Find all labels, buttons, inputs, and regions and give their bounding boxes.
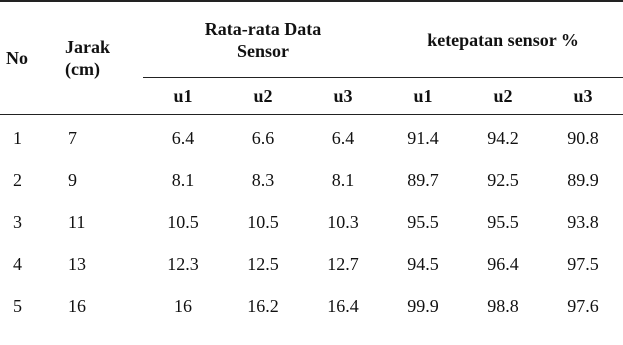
header-jarak-line2: (cm)	[65, 59, 100, 79]
cell-value: 6.4	[331, 127, 355, 148]
cell-no: 5	[13, 295, 22, 316]
cell-value: 16	[174, 295, 192, 316]
cell-jarak: 16	[68, 295, 86, 316]
subheader-u3-accuracy: u3	[543, 78, 623, 115]
table-row	[0, 159, 623, 201]
cell-value: 6.6	[251, 127, 275, 148]
cell-no: 1	[13, 127, 22, 148]
cell-value: 94.5	[407, 253, 439, 274]
cell-value: 12.3	[167, 253, 199, 274]
table-row	[0, 243, 623, 285]
table-row	[0, 115, 623, 160]
cell-jarak: 11	[68, 211, 86, 232]
table-row	[0, 285, 623, 327]
cell-value: 95.5	[407, 211, 439, 232]
subheader-u3: u3	[303, 78, 383, 115]
cell-value: 10.3	[327, 211, 359, 232]
cell-value: 8.1	[331, 169, 355, 190]
subheader-u2-accuracy: u2	[463, 78, 543, 115]
cell-no: 2	[13, 169, 22, 190]
cell-value: 89.7	[407, 169, 439, 190]
cell-value: 99.9	[407, 295, 439, 316]
subheader-u1: u1	[143, 78, 223, 115]
subheader-u2: u2	[223, 78, 303, 115]
header-rata-rata-line2: Sensor	[237, 40, 290, 61]
cell-no: 3	[13, 211, 22, 232]
cell-value: 12.7	[327, 253, 359, 274]
cell-value: 10.5	[247, 211, 279, 232]
cell-value: 97.6	[567, 295, 599, 316]
cell-value: 10.5	[167, 211, 199, 232]
cell-value: 94.2	[487, 127, 519, 148]
header-rata-rata-line1: Rata-rata Data	[204, 18, 322, 39]
cell-value: 93.8	[567, 211, 599, 232]
cell-jarak: 13	[68, 253, 86, 274]
cell-value: 12.5	[247, 253, 279, 274]
cell-value: 98.8	[487, 295, 519, 316]
cell-value: 92.5	[487, 169, 519, 190]
cell-value: 97.5	[567, 253, 599, 274]
cell-value: 16.2	[247, 295, 279, 316]
table-row	[0, 201, 623, 243]
header-no: No	[0, 1, 55, 115]
cell-value: 96.4	[487, 253, 519, 274]
cell-value: 16.4	[327, 295, 359, 316]
cell-value: 8.1	[171, 169, 195, 190]
cell-jarak: 9	[68, 169, 77, 190]
cell-value: 8.3	[251, 169, 275, 190]
cell-value: 89.9	[567, 169, 599, 190]
cell-no: 4	[13, 253, 22, 274]
cell-value: 90.8	[567, 127, 599, 148]
cell-value: 91.4	[407, 127, 439, 148]
header-rata-rata	[143, 1, 383, 78]
header-jarak-line1: Jarak	[65, 37, 110, 57]
header-ketepatan: ketepatan sensor %	[383, 1, 623, 78]
header-jarak	[55, 1, 143, 115]
cell-jarak: 7	[68, 127, 77, 148]
subheader-u1-accuracy: u1	[383, 78, 463, 115]
cell-value: 6.4	[171, 127, 195, 148]
cell-value: 95.5	[487, 211, 519, 232]
